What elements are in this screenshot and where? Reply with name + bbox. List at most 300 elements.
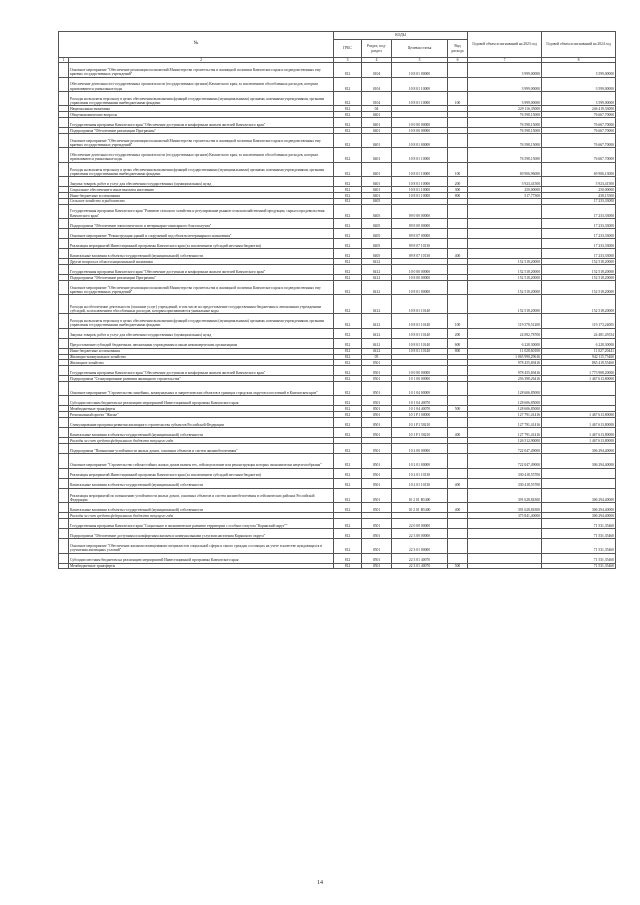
row-razdel: 0412 [362,295,392,314]
row-2023: 330 418,55700 [468,478,542,488]
row-razdel: 0501 [362,444,392,454]
row-index-cell [59,148,69,162]
row-razdel: 0401 [362,177,392,187]
table-row [59,539,616,553]
row-2023: 24 082,78700 [468,328,542,338]
row-2024: 1 467 613,80000 [542,438,616,444]
row-2023 [468,219,542,229]
row-2023 [468,239,542,249]
row-grbs: 812 [334,328,362,338]
row-2023: 128 606,85000 [468,382,542,396]
row-vid [448,468,468,478]
row-2023: 11 028,60100 [468,348,542,354]
table-row [59,314,616,328]
row-name: Субсидии местным бюджетам на реализацию мероприятий Инвестиционной программы Камчатского края [69,396,334,406]
table-body [59,63,616,569]
row-2024 [542,468,616,478]
table-row [59,428,616,438]
table-row [59,162,616,176]
row-grbs: 812 [334,454,362,468]
table-header [59,32,616,63]
row-vid: 800 [448,193,468,199]
row-celevaya: 10 0 00 00000 [392,366,448,376]
row-2023: 126 512,90000 [468,438,542,444]
row-2024: 5 923,41500 [542,177,616,187]
row-2024: 152 518,20000 [542,259,616,265]
row-razdel: 0501 [362,396,392,406]
row-grbs: 812 [334,77,362,91]
row-index-cell [59,295,69,314]
table-row [59,488,616,502]
row-celevaya: 22 0 00 00000 [392,519,448,529]
table-row [59,366,616,376]
row-grbs: 812 [334,106,362,112]
row-2024 [542,396,616,406]
row-index-cell [59,454,69,468]
row-2023 [468,204,542,218]
col-number: 8 [542,58,616,63]
row-2023: 128 606,85000 [468,396,542,406]
row-vid [448,265,468,275]
row-celevaya: 10 8 00 00000 [392,275,448,281]
table-row [59,478,616,488]
row-2024: 119 173,24005 [542,314,616,328]
row-grbs: 812 [334,204,362,218]
row-2024: 438,15500 [542,193,616,199]
row-index-cell [59,366,69,376]
row-razdel: 04 [362,106,392,112]
row-2024: 306 294,40000 [542,488,616,502]
row-razdel: 0501 [362,418,392,428]
row-2024: 306 294,40000 [542,444,616,454]
row-2023: 76 598,15000 [468,148,542,162]
budget-table [58,31,616,569]
row-vid [448,295,468,314]
row-razdel: 0405 [362,239,392,249]
row-index-cell [59,539,69,553]
row-index-cell [59,162,69,176]
header-codes-group: КОДЫ [334,32,468,40]
row-index-cell [59,328,69,338]
row-2024: 3 599,00000 [542,77,616,91]
row-razdel: 0501 [362,519,392,529]
row-2024: 71 531,35460 [542,539,616,553]
row-name: Региональный проект "Жилье" [69,412,334,418]
header-vid: Вид расхода [448,40,468,58]
row-2024 [542,382,616,396]
row-vid: 100 [448,162,468,176]
row-2023: 1 065 990,29616 [468,354,542,360]
row-razdel: 0401 [362,118,392,128]
row-grbs: 812 [334,133,362,147]
row-name: Межбюджетные трансферты [69,563,334,569]
row-grbs: 812 [334,128,362,134]
row-name: Иные бюджетные ассигнования [69,193,334,199]
row-name: Государственная программа Камчатского края "Развитие сельского хозяйства и регулирование рынков сельскохозяйственной продукции, сырья и продовольствия Камчатского края" [69,204,334,218]
row-2024: 1 467 613,80000 [542,418,616,428]
row-2024: 152 518,20000 [542,281,616,295]
row-index-cell [59,177,69,187]
row-2023 [468,229,542,239]
row-razdel: 0405 [362,219,392,229]
row-razdel: 0501 [362,468,392,478]
row-index-cell [59,428,69,438]
row-celevaya: 10 8 01 00000 [392,63,448,77]
row-grbs: 812 [334,63,362,77]
row-2024: 76 667,70000 [542,133,616,147]
row-name: Стимулирование программ развития жилищного строительства субъектов Российской Федерации [69,418,334,428]
header-celevaya: Целевая статья [392,40,448,58]
row-2023: 3 999,00000 [468,92,542,106]
row-celevaya: 10 1 04 00000 [392,382,448,396]
row-name: Основное мероприятие "Строительство линейных, коммунальных и энергетических объектов в границах городских округов и поселений в Камчатском крае" [69,382,334,396]
row-index-cell [59,553,69,563]
row-grbs: 812 [334,187,362,193]
row-razdel: 0412 [362,281,392,295]
row-name: Основное мероприятие "Обеспечение реализации полномочий Министерства строительства и жилищной политики Камчатского края и подведомственных ему краевых государственных учреждений" [69,63,334,77]
row-2023: 978 455,69416 [468,360,542,366]
row-celevaya: 22 3 00 00000 [392,529,448,539]
row-grbs: 812 [334,92,362,106]
row-index-cell [59,239,69,249]
row-name: Государственная программа Камчатского края "Обеспечение доступным и комфортным жильем жителей Камчатского края" [69,118,334,128]
row-grbs: 812 [334,281,362,295]
table-row [59,396,616,406]
row-grbs: 812 [334,162,362,176]
row-2024: 71 531,35460 [542,529,616,539]
row-2023: 5 923,41500 [468,177,542,187]
row-index-cell [59,529,69,539]
row-2023: 152 518,20000 [468,275,542,281]
row-2024: 1 467 613,80000 [542,428,616,438]
row-2023: 76 598,15000 [468,128,542,134]
row-2023: 119 578,51200 [468,314,542,328]
row-grbs: 812 [334,406,362,412]
row-name: Иные бюджетные ассигнования [69,348,334,354]
row-grbs: 812 [334,563,362,569]
row-razdel: 0401 [362,133,392,147]
row-grbs: 812 [334,366,362,376]
row-vid [448,418,468,428]
row-celevaya: 10 8 01 10140 [392,348,448,354]
row-2023: 391 628,84300 [468,488,542,502]
row-2023: 76 598,15000 [468,118,542,128]
row-name: Сельское хозяйство и рыболовство [69,198,334,204]
row-grbs: 812 [334,519,362,529]
row-vid [448,488,468,502]
row-2023: 391 628,84300 [468,503,542,513]
row-2024: 1 467 613,80000 [542,412,616,418]
row-vid [448,444,468,454]
table-row [59,77,616,91]
row-index-cell [59,133,69,147]
row-2023: 127 791,41416 [468,412,542,418]
row-2023: 375 841,40000 [468,513,542,519]
row-2023: 152 518,20000 [468,259,542,265]
row-2024: 71 531,35460 [542,553,616,563]
row-2024: 865 419,55460 [542,360,616,366]
row-grbs: 812 [334,265,362,275]
row-grbs: 812 [334,478,362,488]
row-name: Государственная программа Камчатского края "Социальное и экономическое развитие территории с особым статусом "Корякский округ"" [69,519,334,529]
row-name: Подпрограмма "Обеспечение реализации Программы" [69,275,334,281]
row-2024: 17 233,33000 [542,229,616,239]
row-index-cell [59,314,69,328]
row-2023: 3 999,00000 [468,63,542,77]
row-grbs: 812 [334,338,362,348]
row-name: Реализация мероприятий Инвестиционной программы Камчатского края (за исключением субсидий местным бюджетам) [69,468,334,478]
row-celevaya: 10 8 01 10000 [392,193,448,199]
row-index-cell [59,92,69,106]
table-row [59,63,616,77]
row-index-cell [59,77,69,91]
row-2023: 978 455,69416 [468,366,542,376]
row-name: Капитальные вложения в объекты государственной (муниципальной) собственности [69,503,334,513]
row-2024: 24 481,45554 [542,328,616,338]
row-razdel: 0405 [362,249,392,259]
row-grbs: 812 [334,539,362,553]
row-razdel: 0501 [362,553,392,563]
header-2024: Годовой объем ассигнований на 2024 год [542,32,616,58]
row-grbs: 812 [334,553,362,563]
row-index-cell [59,478,69,488]
row-celevaya: 09 8 07 10130 [392,239,448,249]
row-name: Расходы за счет средств федерального бюджета текущего года [69,513,334,519]
row-name: Расходы на обеспечение деятельности (оказание услуг) учреждений, в том числе на предоставление государственным бюджетным и автономным учреждениям субсидий, за исключением обособленных расходов, которым присваиваются уникальные коды [69,295,334,314]
row-name: Закупка товаров, работ и услуг для обеспечения государственных (муниципальных) нужд [69,177,334,187]
row-index-cell [59,118,69,128]
row-index-cell [59,468,69,478]
row-index-cell [59,444,69,454]
col-number: 5 [392,58,448,63]
col-number: 4 [362,58,392,63]
row-index-cell [59,382,69,396]
row-celevaya: 10 8 01 10000 [392,187,448,193]
row-celevaya: 09 0 00 00000 [392,204,448,218]
row-2024: 76 667,70000 [542,112,616,118]
row-razdel: 0501 [362,563,392,569]
row-celevaya: 10 2 01 R5400 [392,503,448,513]
row-index-cell [59,265,69,275]
table-row [59,519,616,529]
row-2023: 6 228,30000 [468,338,542,348]
table-row [59,118,616,128]
row-grbs: 812 [334,314,362,328]
row-name: Государственная программа Камчатского края "Обеспечение доступным и комфортным жильем жителей Камчатского края" [69,265,334,275]
table-row [59,454,616,468]
row-name: Предоставление субсидий бюджетным, автономным учреждениям и иным некоммерческим организациям [69,338,334,348]
row-index-cell [59,249,69,259]
row-index-cell [59,229,69,239]
row-celevaya: 22 3 01 00000 [392,539,448,553]
row-celevaya: 22 3 01 40070 [392,553,448,563]
row-razdel: 0412 [362,328,392,338]
row-vid [448,219,468,229]
row-name: Жилищно-коммунальное хозяйство [69,354,334,360]
row-vid [448,133,468,147]
row-celevaya: 10 8 01 10000 [392,148,448,162]
row-celevaya: 10 8 01 10140 [392,314,448,328]
row-celevaya: 10 1 00 00000 [392,376,448,382]
row-2023: 152 518,20000 [468,295,542,314]
row-name: Реализация мероприятий Инвестиционной программы Камчатского края (за исключением субсидий местным бюджетам) [69,239,334,249]
row-razdel: 0412 [362,275,392,281]
row-name: Расходы на выплаты персоналу в целях обеспечения выполнения функций государственными (муниципальными) органами, казенными учреждениями, органами управления государственными внебюджетными фондами [69,162,334,176]
row-razdel: 0405 [362,204,392,218]
row-vid [448,229,468,239]
header-grbs: ГРБС [334,40,362,58]
table-row [59,265,616,275]
table-row [59,382,616,396]
table-row [59,338,616,348]
row-razdel: 0104 [362,77,392,91]
row-2024: 6 228,30000 [542,338,616,348]
row-vid: 200 [448,177,468,187]
row-2024: 250,00000 [542,187,616,193]
row-vid [448,454,468,468]
row-vid: 100 [448,92,468,106]
row-vid: 400 [448,428,468,438]
table-row [59,133,616,147]
row-celevaya: 10 0 00 00000 [392,265,448,275]
row-name: Основное мероприятие "Обеспечение жилыми помещениями специалистов социальной сферы и такого граждан состоящих на учете в качестве нуждающихся в улучшении жилищных условий" [69,539,334,553]
row-grbs: 812 [334,529,362,539]
row-2023 [468,563,542,569]
table-row [59,503,616,513]
col-number: 7 [468,58,542,63]
row-vid: 400 [448,503,468,513]
row-2024: 11 027,20441 [542,348,616,354]
row-index-cell [59,396,69,406]
row-celevaya: 10 2 01 00000 [392,454,448,468]
row-vid [448,529,468,539]
row-vid: 200 [448,328,468,338]
table-row [59,148,616,162]
row-grbs: 812 [334,503,362,513]
row-2024: 76 667,70000 [542,118,616,128]
row-name: Подпрограмма "Повышение устойчивости жилых домов, основных объектов и систем жизнеобеспечения" [69,444,334,454]
row-vid: 300 [448,187,468,193]
row-celevaya: 09 8 07 00000 [392,229,448,239]
row-2023: 3 999,00000 [468,77,542,91]
row-razdel: 0405 [362,198,392,204]
row-vid: 800 [448,348,468,354]
row-celevaya: 10 8 01 10000 [392,162,448,176]
row-2024: 76 667,70000 [542,128,616,134]
row-name: Другие вопросы в области национальной экономики [69,259,334,265]
row-grbs: 812 [334,198,362,204]
row-vid [448,396,468,406]
row-vid [448,204,468,218]
row-razdel: 0501 [362,360,392,366]
row-2023: 127 791,41416 [468,428,542,438]
row-celevaya: 10 8 01 00000 [392,133,448,147]
row-celevaya: 10 0 00 00000 [392,118,448,128]
row-2023: 256 398,26416 [468,376,542,382]
row-name: Расходы за счет средств федерального бюджета текущего года [69,438,334,444]
table-row [59,418,616,428]
row-name: Жилищное хозяйство [69,360,334,366]
row-2024: 17 233,33000 [542,239,616,249]
row-grbs: 812 [334,239,362,249]
row-2024: 306 294,40000 [542,454,616,468]
row-razdel: 0501 [362,428,392,438]
row-name: Подпрограмма "Обеспечение эпизоотического и ветеринарно-санитарного благополучия" [69,219,334,229]
row-razdel: 0405 [362,229,392,239]
row-celevaya: 10 8 01 10140 [392,338,448,348]
row-celevaya: 10 2 01 R5400 [392,488,448,502]
row-grbs: 812 [334,148,362,162]
row-index-cell [59,281,69,295]
row-vid [448,366,468,376]
table-row [59,177,616,187]
row-celevaya: 10 1 04 40070 [392,396,448,406]
row-celevaya: 10 8 01 10140 [392,295,448,314]
row-celevaya: 10 1 F1 00000 [392,412,448,418]
row-2023: 76 598,15000 [468,133,542,147]
row-grbs: 812 [334,275,362,281]
row-2024: 306 294,40000 [542,503,616,513]
row-razdel: 0501 [362,478,392,488]
row-celevaya: 22 3 01 40070 [392,563,448,569]
row-razdel: 0501 [362,454,392,468]
row-vid [448,519,468,529]
row-vid: 400 [448,249,468,259]
row-celevaya: 10 1 04 40070 [392,406,448,412]
row-index-cell [59,563,69,569]
row-celevaya: 10 1 F1 50210 [392,418,448,428]
row-vid [448,539,468,553]
row-razdel: 0501 [362,488,392,502]
row-grbs: 812 [334,354,362,360]
table-row [59,563,616,569]
row-name: Национальная экономика [69,106,334,112]
row-razdel: 0501 [362,406,392,412]
row-vid [448,382,468,396]
row-index-cell [59,519,69,529]
row-vid [448,118,468,128]
row-vid: 500 [448,563,468,569]
row-vid [448,148,468,162]
row-razdel: 0401 [362,148,392,162]
row-grbs: 812 [334,412,362,418]
row-razdel: 0412 [362,259,392,265]
row-celevaya: 10 8 01 10000 [392,77,448,91]
row-index-cell [59,503,69,513]
row-celevaya: 10 8 00 00000 [392,128,448,134]
row-2024: 246 419,33000 [542,106,616,112]
table-row [59,295,616,314]
row-razdel: 0401 [362,193,392,199]
row-2024: 942 115,75460 [542,354,616,360]
row-name: Капитальные вложения в объекты государственной (муниципальной) собственности [69,478,334,488]
row-razdel: 0501 [362,382,392,396]
row-2024: 69 906,13000 [542,162,616,176]
row-razdel: 0501 [362,539,392,553]
row-name: Основное мероприятие "Обеспечение реализации полномочий Министерства строительства и жилищной политики Камчатского края и подведомственных ему краевых государственных учреждений" [69,133,334,147]
row-grbs: 812 [334,418,362,428]
row-grbs: 812 [334,444,362,454]
row-grbs: 812 [334,376,362,382]
row-grbs: 812 [334,360,362,366]
row-grbs: 812 [334,177,362,187]
row-name: Расходы на выплаты персоналу в целях обеспечения выполнения функций государственными (муниципальными) органами, казенными учреждениями, органами управления государственными внебюджетными фондами [69,92,334,106]
row-razdel: 0401 [362,162,392,176]
row-index-cell [59,338,69,348]
row-grbs: 812 [334,295,362,314]
row-name: Реализация мероприятий по повышению устойчивости жилых домов, основных объектов и систем жизнеобеспечения в сейсмических районах Российской Федерации [69,488,334,502]
row-2024: 1 773 908,20000 [542,366,616,376]
